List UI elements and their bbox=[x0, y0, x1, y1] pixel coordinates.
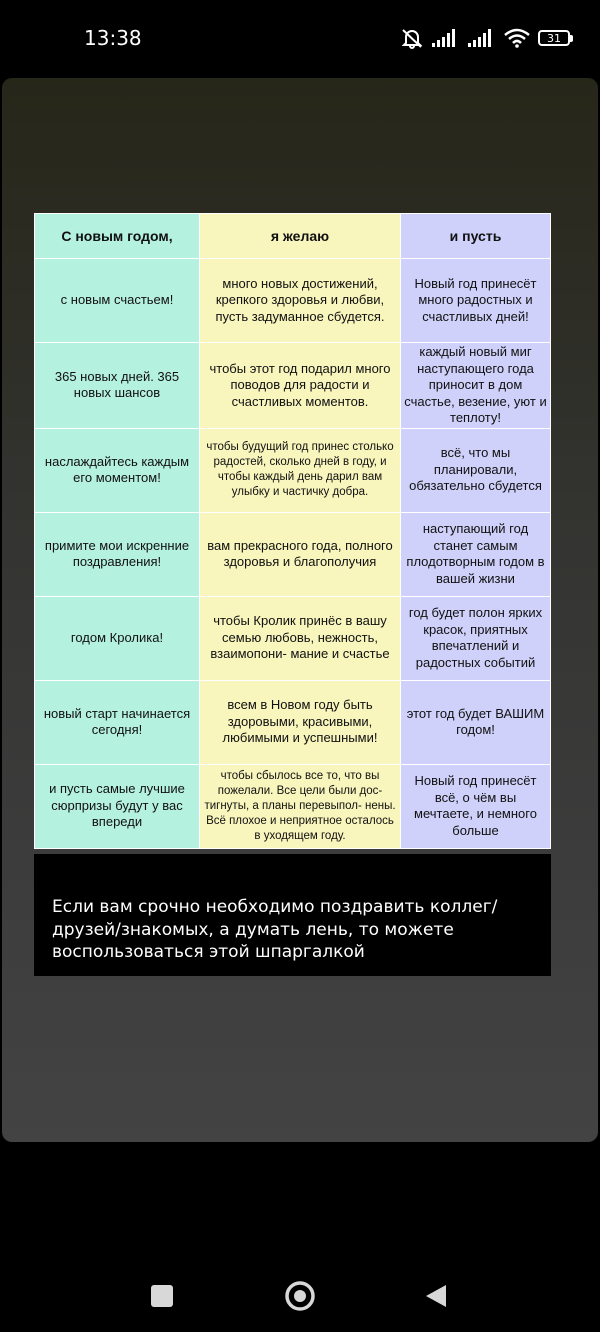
table-cell: много новых достижений, крепкого здоровья и любви, пусть задуманное сбудется. bbox=[200, 259, 401, 343]
table-cell: чтобы Кролик принёс в вашу семью любовь, нежность, взаимопони- мание и счастье bbox=[200, 596, 401, 680]
signal-icon bbox=[468, 29, 496, 47]
table-cell: год будет полон ярких красок, приятных впечатлений и радостных событий bbox=[401, 596, 551, 680]
header-cell: С новым годом, bbox=[35, 214, 200, 259]
table-row bbox=[35, 764, 551, 848]
table-cell: вам прекрасного года, полного здоровья и благополучия bbox=[200, 512, 401, 596]
table-row bbox=[35, 680, 551, 764]
table-cell: 365 новых дней. 365 новых шансов bbox=[35, 343, 200, 429]
table-row bbox=[35, 596, 551, 680]
table-cell: чтобы сбылось все то, что вы пожелали. Все цели были дос- тигнуты, а планы перевыпол- нены. Всё плохое и неприятное осталось в уходящем году. bbox=[200, 764, 401, 848]
table-row bbox=[35, 428, 551, 512]
mute-icon bbox=[400, 27, 424, 49]
table-cell: Новый год принесёт много радостных и счастливых дней! bbox=[401, 259, 551, 343]
battery-level: 31 bbox=[547, 31, 561, 45]
header-cell: и пусть bbox=[401, 214, 551, 259]
home-button[interactable] bbox=[276, 1272, 324, 1320]
header-cell: я желаю bbox=[200, 214, 401, 259]
table-header-row bbox=[35, 214, 551, 259]
table-cell: Новый год принесёт всё, о чём вы мечтаете, и немного больше bbox=[401, 764, 551, 848]
battery-icon bbox=[538, 30, 570, 46]
table-cell: этот год будет ВАШИМ годом! bbox=[401, 680, 551, 764]
status-time: 13:38 bbox=[84, 26, 142, 50]
signal-icon bbox=[432, 29, 460, 47]
table-cell: наслаждайтесь каждым его моментом! bbox=[35, 428, 200, 512]
navigation-bar bbox=[0, 1252, 600, 1332]
wifi-icon bbox=[504, 28, 530, 48]
recents-button[interactable] bbox=[138, 1272, 186, 1320]
status-bar bbox=[0, 0, 600, 76]
table-cell: наступающий год станет самым плодотворным годом в вашей жизни bbox=[401, 512, 551, 596]
recents-square-icon bbox=[150, 1284, 174, 1308]
table-row bbox=[35, 512, 551, 596]
caption-box bbox=[34, 854, 551, 976]
home-circle-icon bbox=[284, 1280, 316, 1312]
table-cell: чтобы будущий год принес столько радостей, сколько дней в году, и чтобы каждый день дарил вам улыбку и частичку добра. bbox=[200, 428, 401, 512]
table-cell: каждый новый миг наступающего года приносит в дом счастье, везение, уют и теплоту! bbox=[401, 343, 551, 429]
caption-text: Если вам срочно необходимо поздравить коллег/ друзей/знакомых, а думать лень, то можете воспользоваться этой шпаргалкой bbox=[52, 897, 498, 962]
table-cell: всё, что мы планировали, обязательно сбудется bbox=[401, 428, 551, 512]
table-cell: и пусть самые лучшие сюрпризы будут у вас впереди bbox=[35, 764, 200, 848]
table-cell: годом Кролика! bbox=[35, 596, 200, 680]
table-row bbox=[35, 343, 551, 429]
greetings-table bbox=[34, 213, 551, 849]
table-cell: примите мои искренние поздравления! bbox=[35, 512, 200, 596]
table-cell: с новым счастьем! bbox=[35, 259, 200, 343]
status-icons bbox=[400, 26, 570, 50]
back-button[interactable] bbox=[412, 1272, 460, 1320]
back-triangle-icon bbox=[424, 1283, 448, 1309]
table-cell: новый старт начинается сегодня! bbox=[35, 680, 200, 764]
table-row bbox=[35, 259, 551, 343]
greetings-grid bbox=[34, 213, 551, 849]
table-cell: чтобы этот год подарил много поводов для радости и счастливых моментов. bbox=[200, 343, 401, 429]
table-cell: всем в Новом году быть здоровыми, красивыми, любимыми и успешными! bbox=[200, 680, 401, 764]
